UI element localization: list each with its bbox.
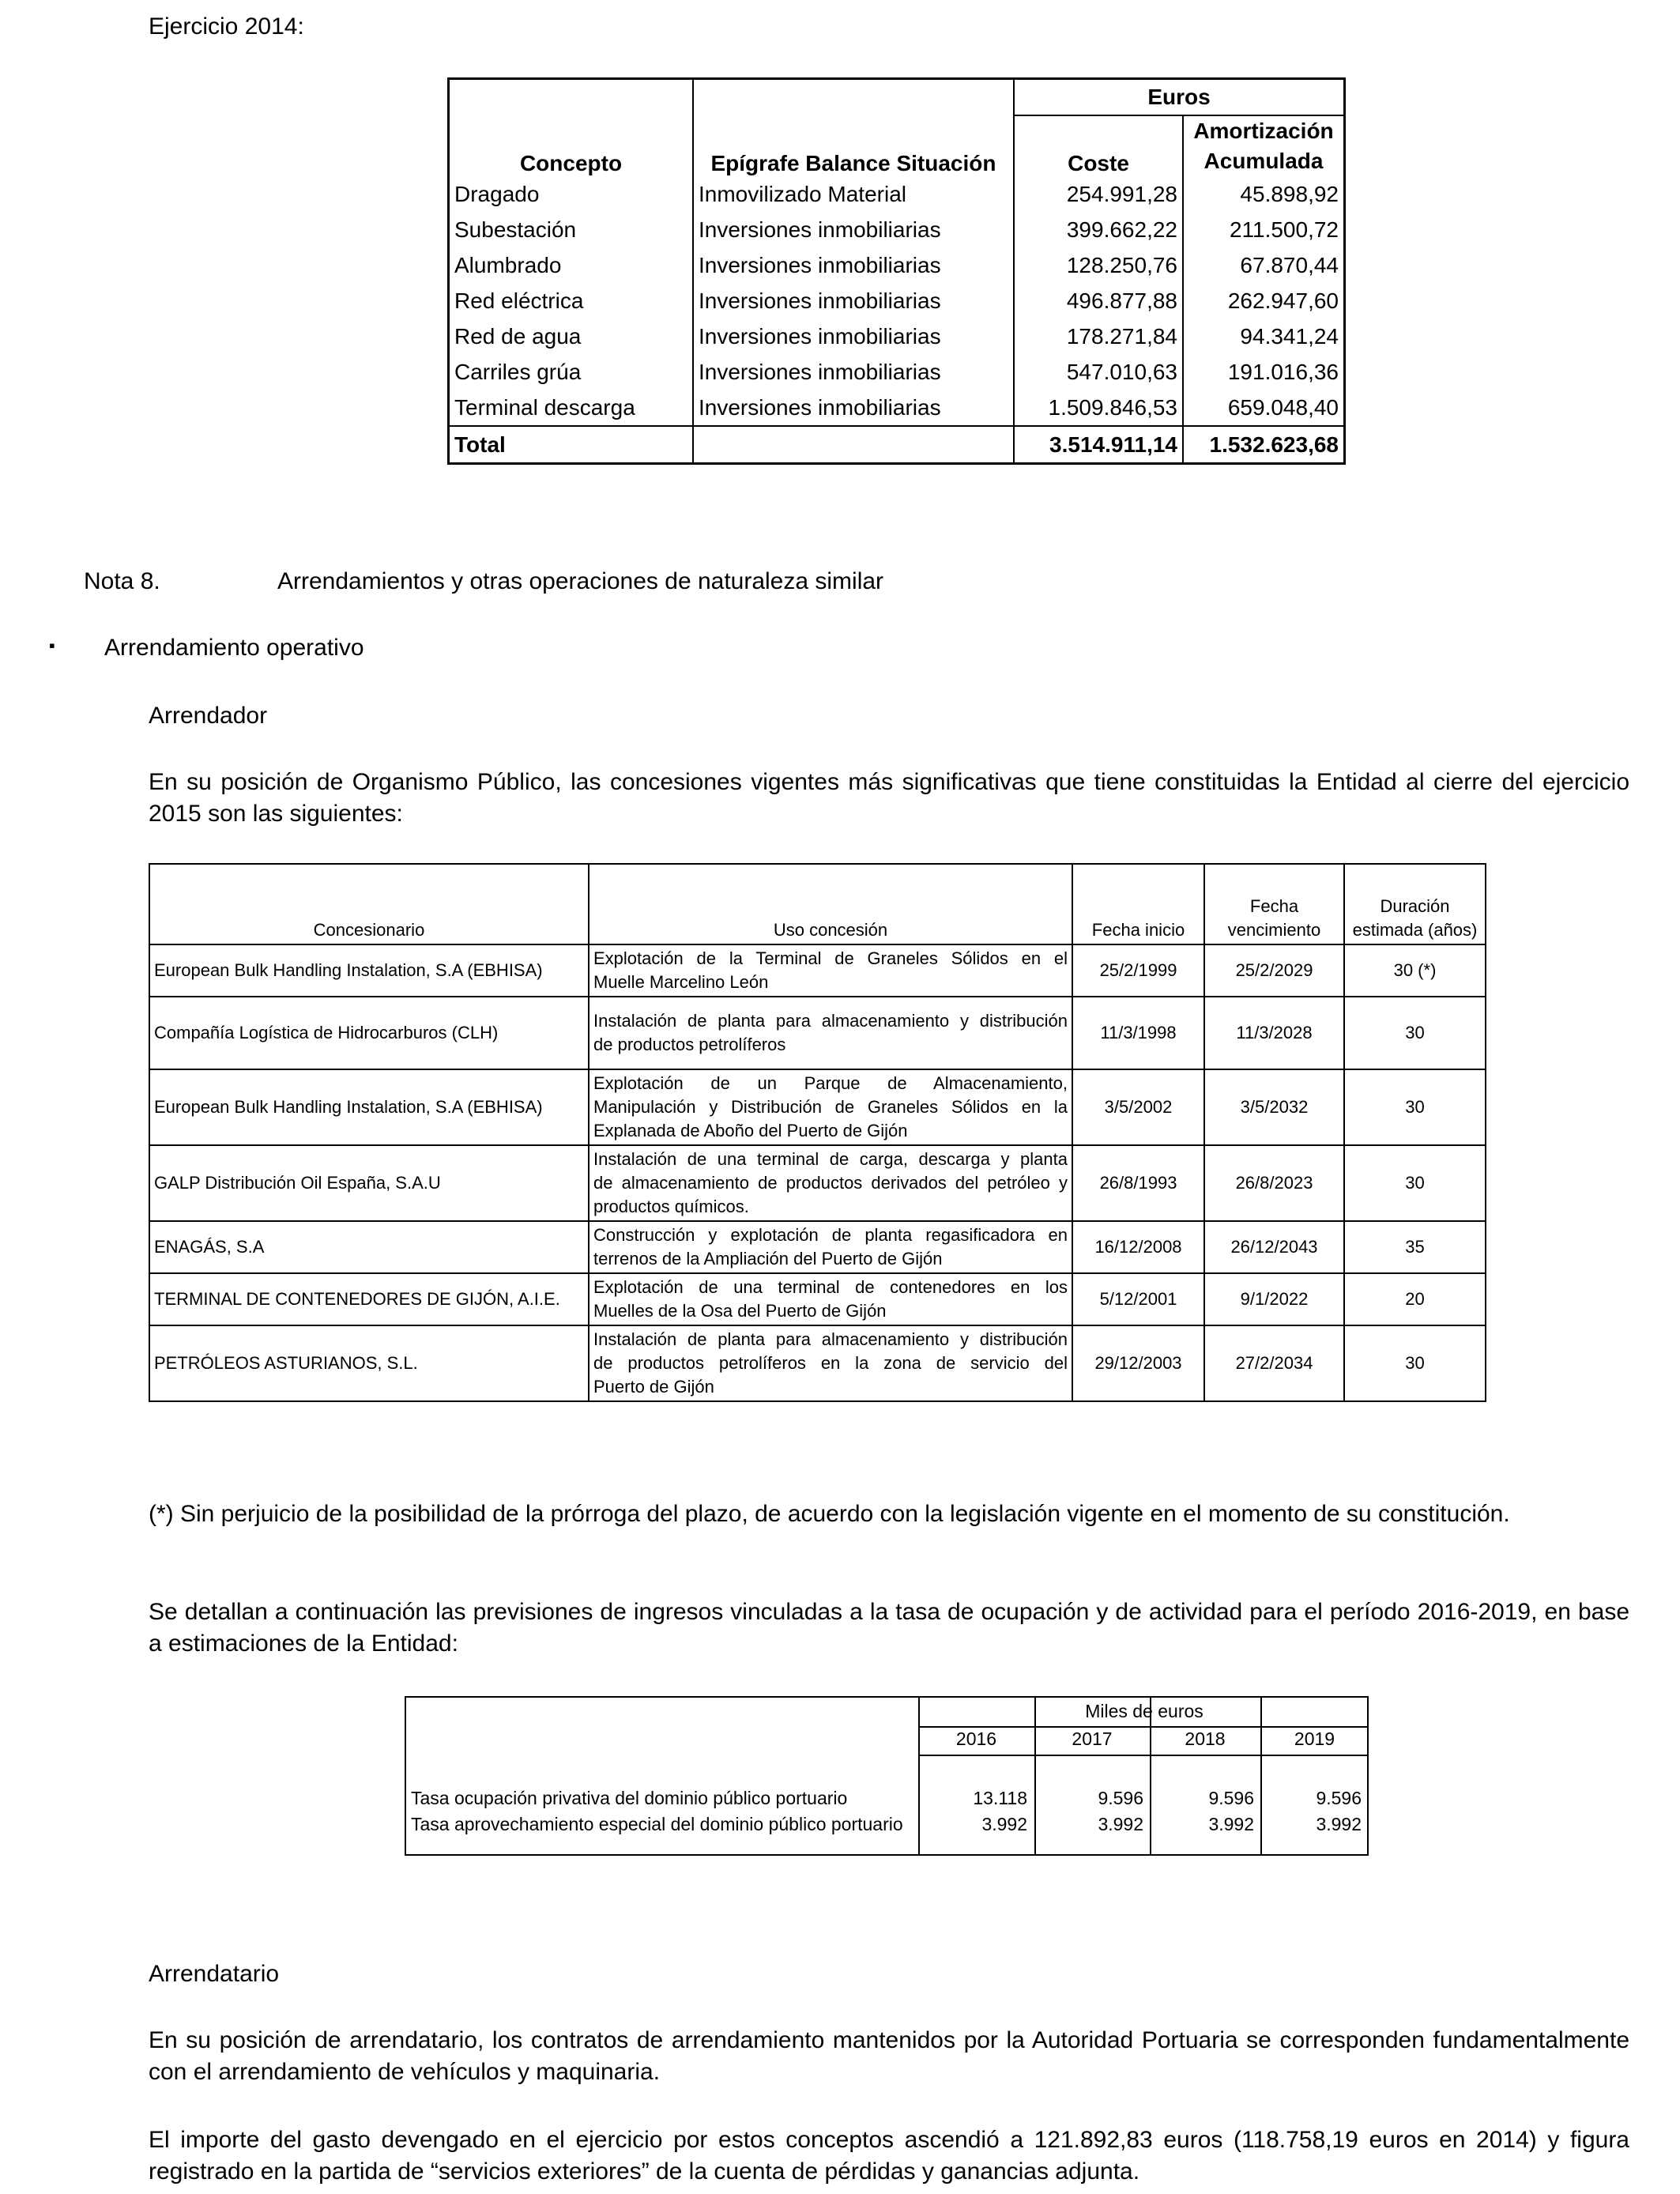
table-row: Dragado Inmovilizado Material 254.991,28 45.898,92 [449, 176, 1345, 212]
table-row: European Bulk Handling Instalation, S.A (EBHISA) Explotación de un Parque de Almacenamiento, Manipulación y Distribución de Graneles Sólidos en la Explanada de Aboño del Puerto de Gijón 3/5/2002 3/5/2032 30 [149, 1069, 1486, 1145]
subheading-arrendatario: Arrendatario [149, 1961, 280, 1987]
divider [918, 1726, 1367, 1728]
header-coste: Coste [1014, 115, 1183, 176]
row-label: Tasa ocupación privativa del dominio público portuario [411, 1788, 848, 1808]
table-row: Terminal descarga Inversiones inmobiliarias 1.509.846,53 659.048,40 [449, 390, 1345, 426]
nota-title: Arrendamientos y otras operaciones de naturaleza similar [277, 568, 884, 594]
table-row: PETRÓLEOS ASTURIANOS, S.L. Instalación de planta para almacenamiento y distribución de productos petrolíferos en la zona de servicio del Puerto de Gijón 29/12/2003 27/2/2034 30 [149, 1325, 1486, 1401]
subheading-arrendador: Arrendador [149, 703, 268, 729]
header-year: 2016 [955, 1728, 997, 1749]
table-row: ENAGÁS, S.A Construcción y explotación de planta regasificadora en terrenos de la Ampliación del Puerto de Gijón 16/12/2008 26/12/2043 35 [149, 1221, 1486, 1273]
header-fecha-vencimiento: Fecha vencimiento [1204, 864, 1344, 944]
row-value: 3.992 [1098, 1814, 1143, 1834]
header-amortizacion: Amortización Acumulada [1183, 115, 1345, 176]
table-row: GALP Distribución Oil España, S.A.U Instalación de una terminal de carga, descarga y planta de almacenamiento de productos derivados del petróleo y productos químicos. 26/8/1993 26/8/2023 30 [149, 1145, 1486, 1221]
table-row: Red eléctrica Inversiones inmobiliarias 496.877,88 262.947,60 [449, 283, 1345, 319]
header-year: 2018 [1185, 1728, 1226, 1749]
header-year: 2017 [1072, 1728, 1113, 1749]
total-row: Total 3.514.911,14 1.532.623,68 [449, 426, 1345, 464]
header-miles-de-euros: Miles de euros [1085, 1701, 1203, 1721]
row-value: 3.992 [981, 1814, 1027, 1834]
table-row: Alumbrado Inversiones inmobiliarias 128.250,76 67.870,44 [449, 247, 1345, 283]
row-label: Tasa aprovechamiento especial del dominio público portuario [411, 1814, 903, 1834]
divider [918, 1755, 1367, 1756]
header-concesionario: Concesionario [149, 864, 589, 944]
header-fecha-inicio: Fecha inicio [1072, 864, 1204, 944]
header-year: 2019 [1294, 1728, 1335, 1749]
footnote: (*) Sin perjuicio de la posibilidad de la prórroga del plazo, de acuerdo con la legislación vigente en el momento de su constitución. [149, 1501, 1510, 1527]
table-row: Carriles grúa Inversiones inmobiliarias 547.010,63 191.016,36 [449, 354, 1345, 390]
row-value: 9.596 [1208, 1788, 1254, 1808]
row-value: 3.992 [1316, 1814, 1362, 1834]
paragraph-gasto: El importe del gasto devengado en el ejercicio por estos conceptos ascendió a 121.892,83 euros (118.758,19 euros en 2014) y figura registrado en la partida de “servicios exteriores” de la cuenta de pérdidas y ganancias adjunta. [149, 2127, 1629, 2185]
heading-ejercicio-2014: Ejercicio 2014: [149, 13, 304, 40]
table-row: Compañía Logística de Hidrocarburos (CLH) Instalación de planta para almacenamiento y distribución de productos petrolíferos 11/3/1998 11/3/2028 30 [149, 997, 1486, 1069]
row-value: 9.596 [1316, 1788, 1362, 1808]
table-row: TERMINAL DE CONTENEDORES DE GIJÓN, A.I.E. Explotación de una terminal de contenedores en los Muelles de la Osa del Puerto de Gijón 5/12/2001 9/1/2022 20 [149, 1273, 1486, 1325]
header-epigrafe: Epígrafe Balance Situación [693, 115, 1014, 176]
paragraph-previsiones: Se detallan a continuación las previsiones de ingresos vinculadas a la tasa de ocupación y de actividad para el período 2016-2019, en base a estimaciones de la Entidad: [149, 1599, 1629, 1657]
table-row: Red de agua Inversiones inmobiliarias 178.271,84 94.341,24 [449, 319, 1345, 354]
paragraph-arrendatario: En su posición de arrendatario, los contratos de arrendamiento mantenidos por la Autoridad Portuaria se corresponden fundamentalmente con el arrendamiento de vehículos y maquinaria. [149, 2027, 1629, 2085]
previsiones-table [405, 1696, 1369, 1856]
section-arrendamiento-operativo: Arrendamiento operativo [104, 635, 364, 661]
amortization-table-2014 [447, 77, 1346, 465]
row-value: 13.118 [973, 1788, 1027, 1808]
row-value: 9.596 [1098, 1788, 1143, 1808]
header-euros: Euros [1014, 79, 1345, 116]
concesiones-table [149, 863, 1486, 1402]
nota-number: Nota 8. [84, 568, 160, 594]
header-duracion: Duración estimada (años) [1344, 864, 1486, 944]
bullet-icon: ▪ [49, 635, 55, 655]
header-concepto: Concepto [449, 115, 694, 176]
table-row: European Bulk Handling Instalation, S.A (EBHISA) Explotación de la Terminal de Graneles Sólidos en el Muelle Marcelino León 25/2/1999 25/2/2029 30 (*) [149, 944, 1486, 997]
header-uso-concesion: Uso concesión [589, 864, 1072, 944]
row-value: 3.992 [1208, 1814, 1254, 1834]
table-row: Subestación Inversiones inmobiliarias 399.662,22 211.500,72 [449, 212, 1345, 247]
paragraph-concesiones: En su posición de Organismo Público, las concesiones vigentes más significativas que tiene constituidas la Entidad al cierre del ejercicio 2015 son las siguientes: [149, 769, 1629, 827]
